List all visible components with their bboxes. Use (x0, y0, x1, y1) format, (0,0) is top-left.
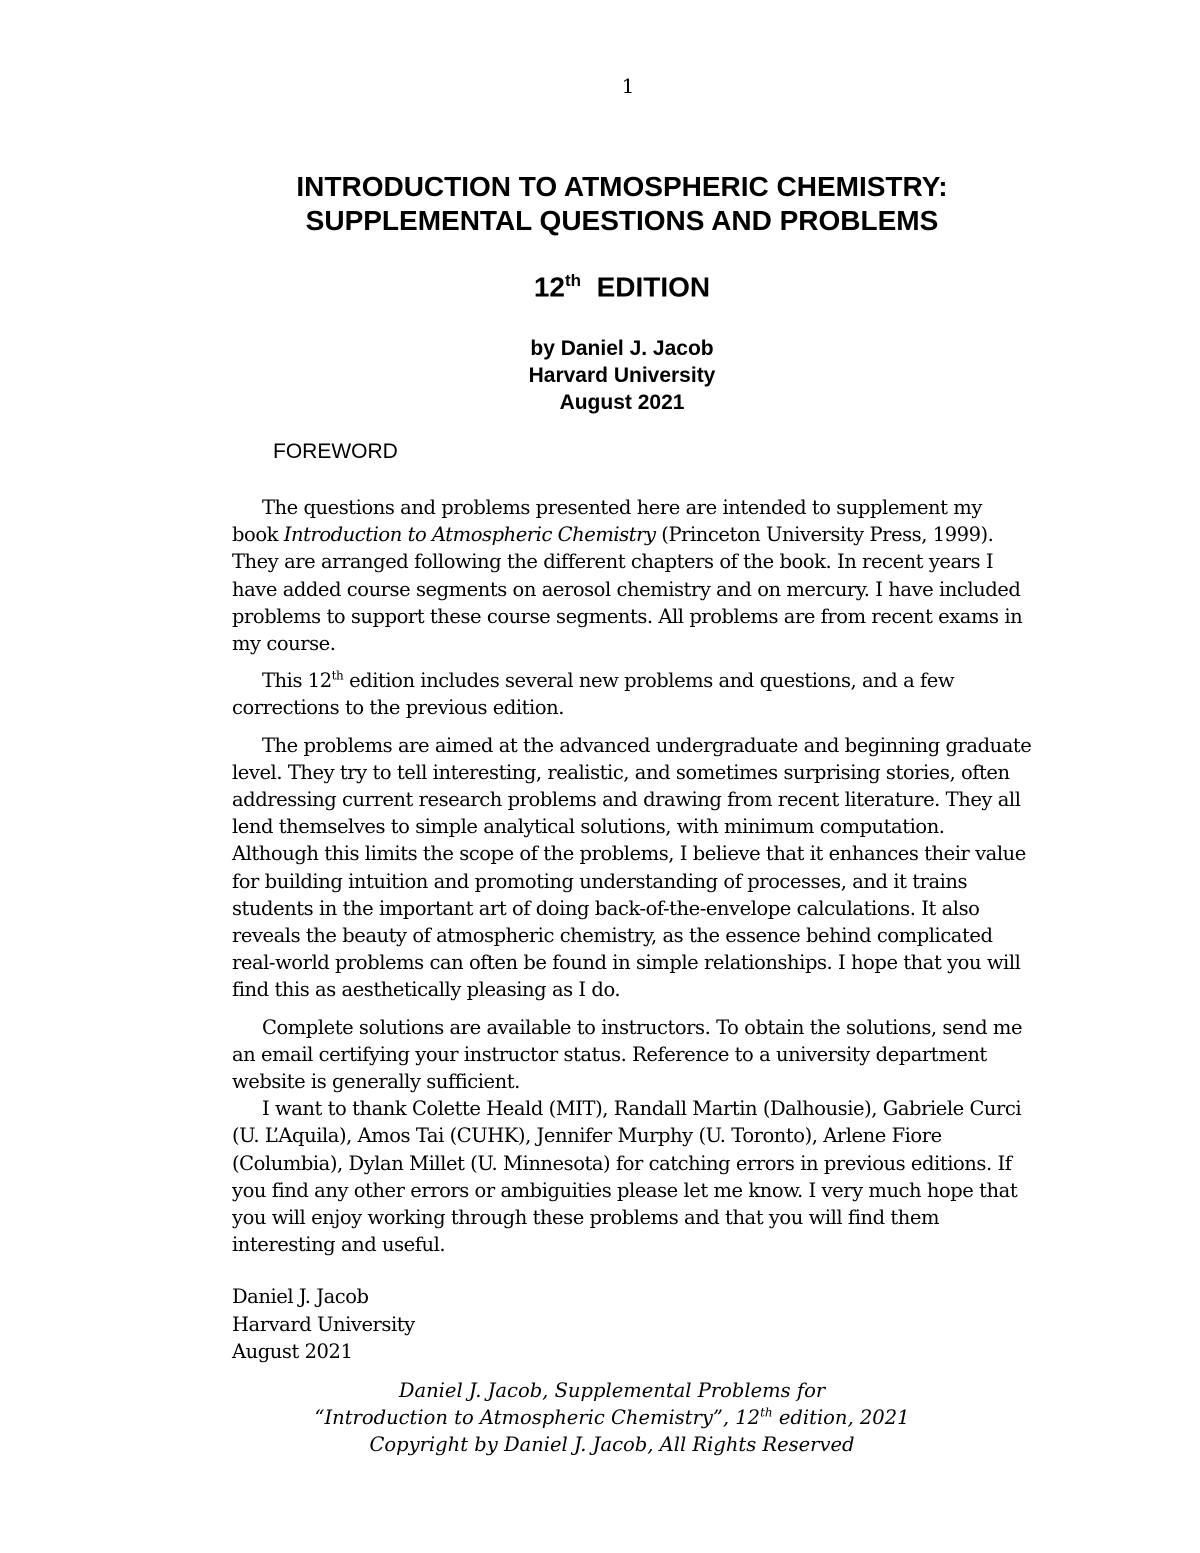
copyright-footer (0, 1377, 1200, 1458)
edition-label (0, 264, 1200, 304)
title-line-2: SUPPLEMENTAL QUESTIONS AND PROBLEMS (305, 205, 939, 236)
edition-suffix: th (564, 271, 582, 290)
page-number: 1 (621, 74, 635, 98)
p2-text-end: edition includes several new problems and questions, and a few corrections to the previous edition. (232, 669, 955, 720)
byline-date: August 2021 (559, 391, 685, 415)
p2-text-start: This 12 (262, 669, 332, 693)
p1-text-end: (Princeton University Press, 1999). They are arranged following the different chapters of the book. In recent years I have added course segments on aerosol chemistry and on mercury. I have included problems to support these course segments. All problems are from recent exams in my course. (232, 523, 1023, 656)
footer-superscript: th (760, 1405, 773, 1420)
foreword-paragraph-2 (232, 667, 1032, 721)
signature-institution: Harvard University (232, 1312, 415, 1336)
foreword-paragraph-1 (232, 494, 1032, 657)
byline-institution: Harvard University (528, 364, 716, 388)
p1-text-start: The questions and problems presented here are intended to supplement my book (232, 496, 982, 547)
signature-date: August 2021 (232, 1339, 353, 1363)
foreword-heading: FOREWORD (273, 440, 398, 463)
foreword-body (232, 494, 1032, 1365)
edition-number: 12 (533, 271, 565, 303)
foreword-paragraph-3: The problems are aimed at the advanced undergraduate and beginning graduate level. They try to tell interesting, realistic, and sometimes surprising stories, often addressing current research problems and drawing from recent literature. They all lend themselves to simple analytical solutions, with minimum computation. Although this limits the scope of the problems, I believe that it enhances their value for building intuition and promoting understanding of processes, and it trains students in the important art of doing back-of-the-envelope calculations. It also reveals the beauty of atmospheric chemistry, as the essence behind complicated real-world problems can often be found in simple relationships. I hope that you will find this as aesthetically pleasing as I do. (232, 733, 1032, 1002)
signature-name: Daniel J. Jacob (232, 1285, 369, 1309)
signature-block (232, 1283, 1032, 1365)
book-title: Introduction to Atmospheric Chemistry (283, 523, 656, 547)
foreword-paragraph-4: Complete solutions are available to instructors. To obtain the solutions, send me an email certifying your instructor status. Reference to a university department website is generally sufficient. (232, 1015, 1023, 1094)
title-block (0, 170, 1200, 416)
byline (0, 335, 1200, 416)
footer-line-3: Copyright by Daniel J. Jacob, All Rights Reserved (369, 1433, 855, 1456)
foreword-paragraph-5: I want to thank Colette Heald (MIT), Randall Martin (Dalhousie), Gabriele Curci (U. L’Aquila), Amos Tai (CUHK), Jennifer Murphy (U. Toronto), Arlene Fiore (Columbia), Dylan Millet (U. Minnesota) for catching errors in previous editions. If you find any other errors or ambiguities please let me know. I very much hope that you will enjoy working through these problems and that you will find them interesting and useful. (232, 1097, 1022, 1257)
byline-author: by Daniel J. Jacob (530, 337, 714, 361)
title-line-1: INTRODUCTION TO ATMOSPHERIC CHEMISTRY: (296, 171, 948, 202)
footer-line-2 (0, 1404, 1200, 1431)
edition-word: EDITION (596, 271, 711, 303)
p2-superscript: th (331, 668, 344, 683)
footer-line-1: Daniel J. Jacob, Supplemental Problems for (398, 1379, 826, 1402)
footer-line-2-end: edition, 2021 (772, 1406, 910, 1429)
footer-line-2-start: “Introduction to Atmospheric Chemistry”, 12 (314, 1406, 761, 1429)
